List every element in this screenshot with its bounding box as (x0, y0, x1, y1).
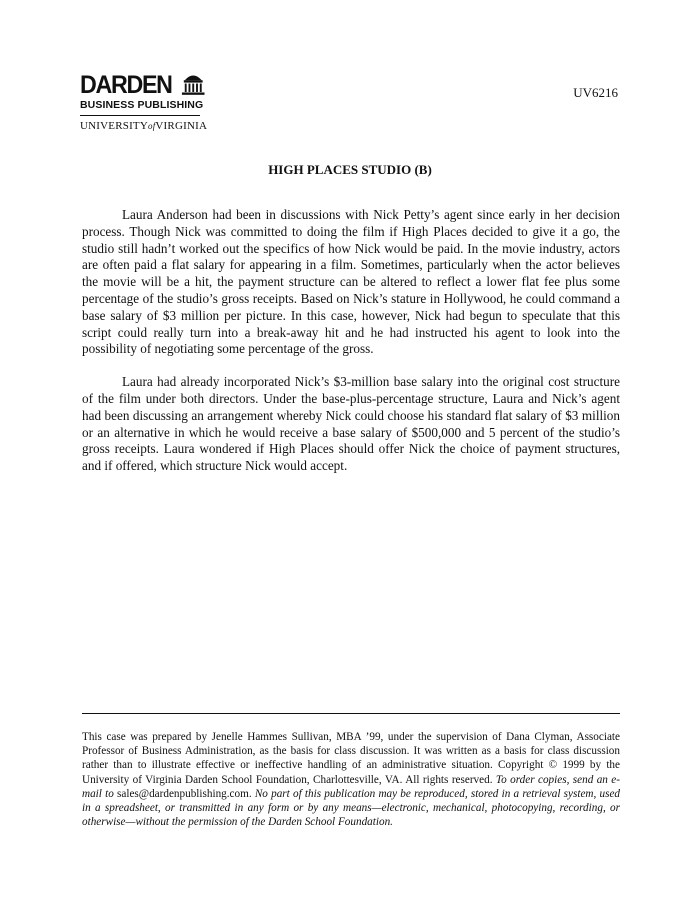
footnote-divider (82, 713, 620, 714)
footnote-rights: No part of this publication may be reproduced, stored in a retrieval system, used in a spreadsheet, or transmitted in any form or by any means—electronic, mechanical, photocopying, recording, or otherwise—without the permission of the Darden School Foundation. (82, 787, 621, 829)
logo-top-row (80, 71, 205, 99)
rotunda-icon (181, 72, 205, 96)
case-number: UV6216 (573, 85, 618, 100)
logo-univ-pre: UNIVERSITY (80, 120, 148, 132)
logo-university (80, 120, 208, 132)
logo-divider (80, 115, 200, 116)
footnote-email: sales@dardenpublishing.com. (117, 787, 252, 800)
footnote (82, 730, 620, 829)
body-paragraph: Laura Anderson had been in discussions with Nick Petty’s agent since early in her decision process. Though Nick was committed to doing the film if High Places decided to give it a go, the studio still hadn’t worked out the specifics of how Nick would be paid. In the movie industry, actors are often paid a flat salary for appearing in a film. Sometimes, particularly when the actor believes the movie will be a hit, the payment structure can be altered to reflect a lower flat fee plus some percentage of the studio’s gross receipts. Based on Nick’s stature in Hollywood, he could command a base salary of $3 million per picture. In this case, however, Nick had begun to speculate that this script could really turn into a break-away hit and he had instructed his agent to look into the possibility of negotiating some percentage of the gross. (82, 207, 620, 357)
logo-univ-post: VIRGINIA (155, 120, 208, 132)
logo-brand-text: DARDEN (80, 71, 172, 99)
body-paragraph: Laura had already incorporated Nick’s $3-million base salary into the original cost structure of the film under both directors. Under the base-plus-percentage structure, Laura and Nick’s agent had been discussing an arrangement whereby Nick could choose his standard flat salary of $3 million or an alternative in which he would receive a base salary of $500,000 and 5 percent of the studio’s gross receipts. Laura wondered if High Places should offer Nick the choice of payment structures, and if offered, which structure Nick would accept. (82, 374, 620, 474)
footnote-order: To order copies, send an e-mail to (82, 773, 620, 800)
document-body (82, 207, 620, 491)
document-title: HIGH PLACES STUDIO (B) (268, 162, 432, 177)
logo-subtitle: BUSINESS PUBLISHING (80, 99, 204, 111)
darden-logo (80, 71, 208, 132)
footnote-prep: This case was prepared by Jenelle Hammes Sullivan, MBA ’99, under the supervision of Dana Clyman, Associate Professor of Business Administration, as the basis for class discussion. It was written as a basis for class discussion rather than to illustrate effective or ineffective handling of an administrative situation. Copyright © 1999 by the University of Virginia Darden School Foundation, Charlottesville, VA. All rights reserved. (82, 731, 620, 786)
logo-univ-of: of (148, 121, 156, 131)
